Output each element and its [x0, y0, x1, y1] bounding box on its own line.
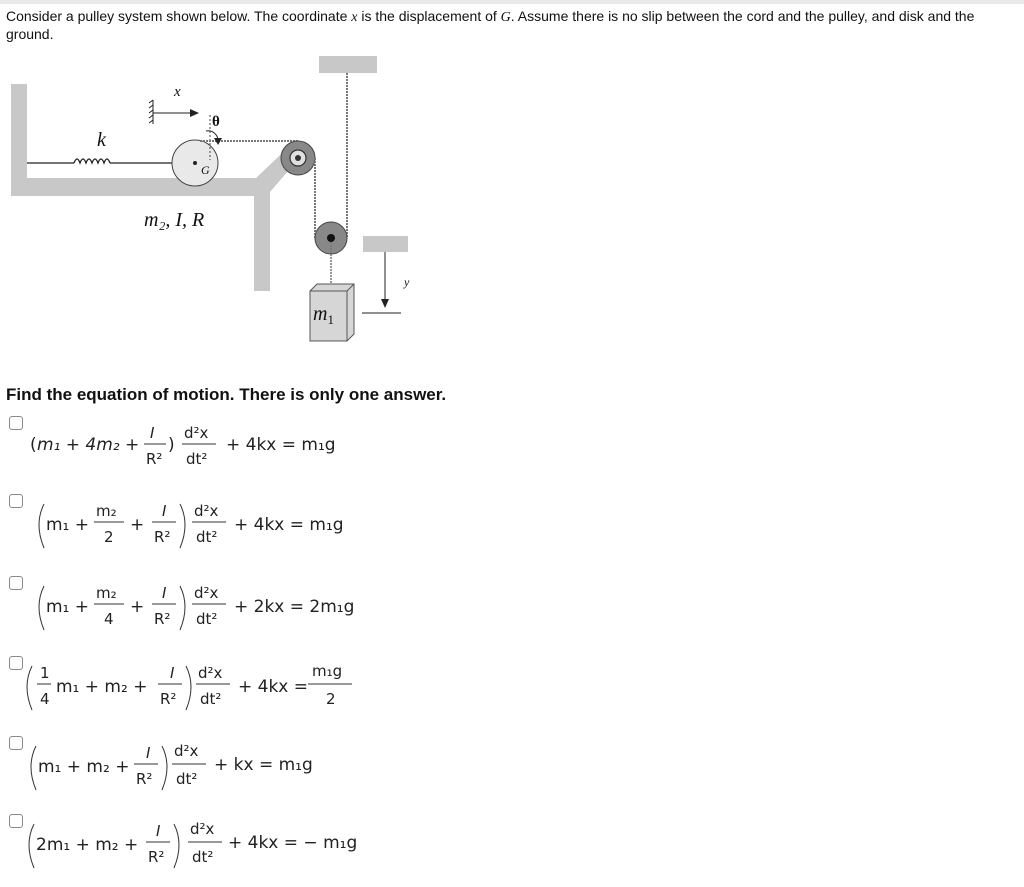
symbol-g: G	[500, 10, 511, 25]
question-part-1: Consider a pulley system shown below. The coordinate	[6, 8, 352, 24]
equation-e	[0, 736, 420, 800]
rhs-denominator: 2	[326, 690, 336, 708]
paren-open	[31, 746, 36, 790]
rhs-term: + 4kx =	[238, 677, 309, 697]
plus-sign: +	[130, 597, 145, 617]
pulley-diagram	[0, 50, 430, 350]
accel-denominator: dt²	[176, 770, 198, 788]
paren-close	[186, 666, 191, 710]
paren-close	[162, 746, 167, 790]
equation-a	[0, 416, 420, 472]
label-theta: θ	[212, 114, 220, 130]
paren-open: (	[30, 435, 37, 455]
m1-term: m₁ +	[46, 515, 90, 535]
mass-terms: m₁ + m₂ +	[56, 677, 148, 697]
rhs-term: + kx = m₁g	[214, 755, 313, 775]
equation-f	[0, 814, 420, 878]
inertia-numerator: I	[156, 822, 161, 840]
ceiling-block	[319, 56, 377, 73]
plus-sign: +	[130, 515, 145, 535]
accel-numerator: d²x	[194, 502, 219, 520]
inertia-numerator: I	[162, 502, 167, 520]
inertia-denominator: R²	[136, 770, 153, 788]
equation-b	[0, 494, 420, 558]
label-params: m₂, I, R	[144, 209, 205, 231]
inertia-denominator: R²	[160, 690, 177, 708]
rhs-term: + 4kx = m₁g	[234, 515, 344, 535]
accel-denominator: dt²	[196, 610, 218, 628]
mass-terms: m₁ + m₂ +	[38, 757, 130, 777]
question-part-2: is the displacement of	[357, 8, 501, 24]
paren-open	[39, 586, 44, 630]
paren-open	[39, 504, 44, 548]
inertia-denominator: R²	[154, 528, 171, 546]
paren-close	[180, 586, 185, 630]
inertia-numerator: I	[146, 744, 151, 762]
inertia-denominator: R²	[146, 450, 163, 468]
spring-icon	[74, 159, 110, 163]
rhs-term: + 2kx = 2m₁g	[234, 597, 355, 617]
m2-denominator: 4	[104, 610, 114, 628]
paren-open	[27, 666, 32, 710]
question-part-3: . Assume there is no slip between the cord and the pulley, and disk and the ground.	[6, 8, 975, 42]
disk-center-dot	[193, 161, 197, 165]
accel-denominator: dt²	[200, 690, 222, 708]
inertia-numerator: I	[150, 424, 155, 442]
rhs-term: + 4kx = m₁g	[226, 435, 336, 455]
paren-close: )	[168, 435, 175, 455]
x-ref-hatch	[149, 100, 153, 123]
label-g: G	[201, 163, 210, 177]
accel-numerator: d²x	[184, 424, 209, 442]
paren-open	[29, 824, 34, 868]
m1-term: m₁ +	[46, 597, 90, 617]
rhs-term: + 4kx = − m₁g	[228, 833, 358, 853]
inertia-denominator: R²	[154, 610, 171, 628]
mass-terms: 2m₁ + m₂ +	[36, 835, 139, 855]
paren-close	[180, 504, 185, 548]
accel-denominator: dt²	[186, 450, 208, 468]
accel-denominator: dt²	[196, 528, 218, 546]
label-m1: $m_1$	[313, 303, 334, 327]
ceiling-block-right	[363, 236, 408, 252]
question-text	[6, 8, 1018, 43]
inertia-numerator: I	[170, 664, 175, 682]
m2-numerator: m₂	[96, 502, 117, 520]
symbol-x: x	[351, 10, 358, 25]
ground-structure	[11, 84, 306, 291]
x-arrowhead	[190, 109, 199, 117]
accel-numerator: d²x	[198, 664, 223, 682]
equation-d	[0, 656, 420, 720]
paren-close	[174, 824, 179, 868]
inertia-denominator: R²	[148, 848, 165, 866]
prompt-text: Find the equation of motion. There is only one answer.	[6, 385, 447, 404]
accel-numerator: d²x	[194, 584, 219, 602]
quarter-numerator: 1	[40, 664, 50, 682]
top-border	[0, 0, 1024, 4]
accel-numerator: d²x	[190, 820, 215, 838]
equation-c	[0, 576, 420, 640]
y-arrowhead	[381, 299, 389, 308]
accel-numerator: d²x	[174, 742, 199, 760]
inertia-numerator: I	[162, 584, 167, 602]
m2-denominator: 2	[104, 528, 114, 546]
label-k: k	[97, 129, 106, 151]
m2-numerator: m₂	[96, 584, 117, 602]
quarter-denominator: 4	[40, 690, 50, 708]
coef-term: m₁ + 4m₂ +	[37, 435, 140, 455]
moving-pulley-axle	[327, 234, 335, 242]
fixed-pulley-axle	[295, 155, 301, 161]
label-y: y	[404, 275, 410, 289]
accel-denominator: dt²	[192, 848, 214, 866]
rhs-numerator: m₁g	[312, 662, 343, 680]
label-x: x	[174, 84, 181, 100]
